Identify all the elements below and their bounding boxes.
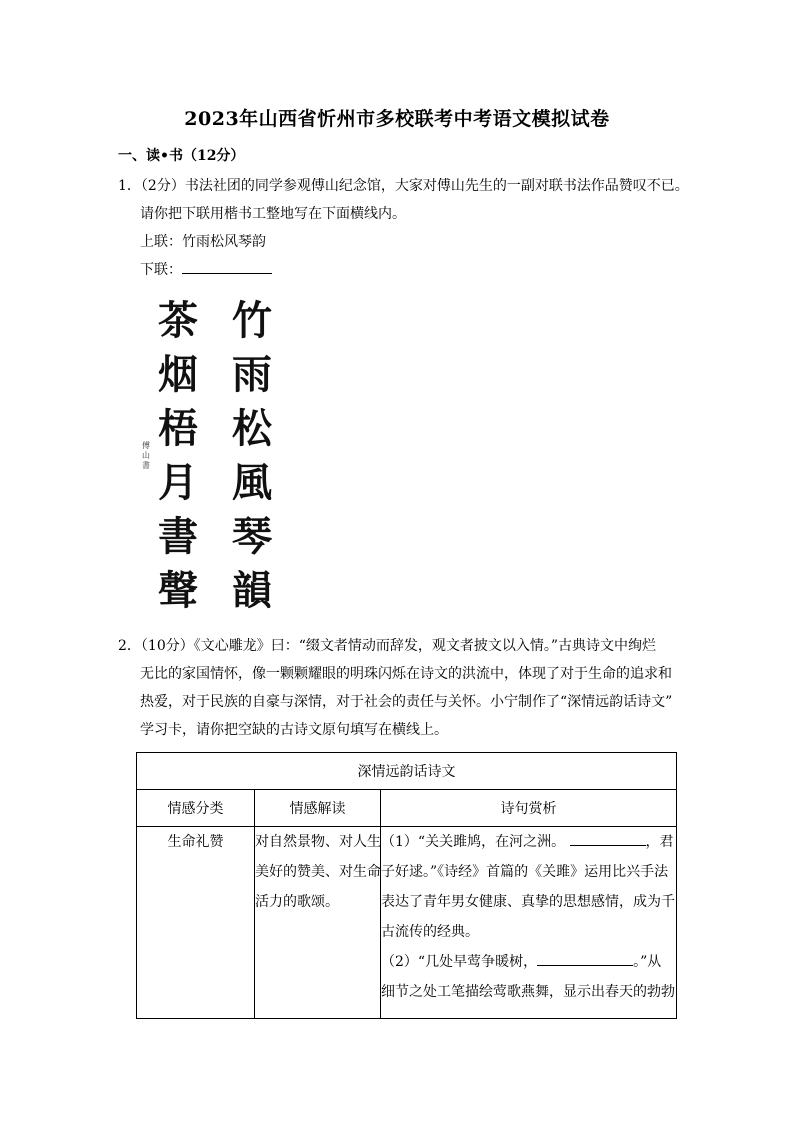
answer-blank-1[interactable] (570, 831, 646, 846)
q1-upper-couplet: 上联：竹雨松风琴韵 (140, 234, 266, 250)
couplet-left-char: 聲 (158, 567, 198, 614)
couplet-right-char: 竹 (232, 297, 272, 344)
appreciation-text: 。”从 (633, 954, 662, 970)
couplet-left-char: 梧 (158, 405, 198, 452)
couplet-right-char: 韻 (232, 567, 272, 614)
q1-lower-label: 下联： (140, 262, 182, 278)
appreciation-line: 表达了青年男女健康、真挚的思想感情，成为千 (381, 894, 675, 910)
couplet-left-char: 烟 (158, 351, 198, 398)
appreciation-line: 子好逑。”《诗经》首篇的《关雎》运用比兴手法 (381, 864, 669, 880)
couplet-left-char: 書 (158, 513, 198, 560)
interpretation-line: 活力的歌颂。 (255, 894, 339, 910)
q2-line-3: 热爱，对于民族的自豪与深情，对于社会的责任与关怀。小宁制作了“深情远韵话诗文” (140, 694, 673, 710)
q1-line-1: 1．（2分）书法社团的同学参观傅山纪念馆，大家对傅山先生的一副对联书法作品赞叹不已。 (118, 178, 689, 194)
study-card-table (136, 752, 677, 1019)
q1-lower-couplet (118, 256, 678, 284)
interpretation-line: 对自然景物、对人生 (255, 834, 381, 850)
signature-char: 山 (142, 451, 150, 460)
appreciation-text: （2）“几处早莺争暖树， (381, 954, 538, 970)
exam-title: 2023年山西省忻州市多校联考中考语文模拟试卷 (184, 108, 610, 130)
table-title: 深情远韵话诗文 (137, 753, 677, 790)
calligraphy-couplet (140, 292, 290, 617)
q2-line-1: 2．（10分）《文心雕龙》曰：“缀文者情动而辞发，观文者披文以入情。”古典诗文中绚烂 (118, 638, 657, 654)
signature-char: 傅 (142, 441, 150, 450)
answer-blank-2[interactable] (537, 951, 633, 966)
row-interpretation (255, 827, 381, 1019)
question-1 (118, 172, 689, 284)
appreciation-line (381, 947, 674, 977)
appreciation-line: 古流传的经典。 (381, 924, 479, 940)
table-row (137, 827, 677, 1019)
appreciation-line (381, 827, 674, 857)
section-heading-reading: 一、读•书（12分） (118, 148, 245, 164)
row-category (137, 827, 255, 1019)
row-appreciation (381, 827, 677, 1019)
couplet-left-char: 月 (158, 459, 198, 506)
signature-char: 書 (142, 461, 150, 470)
appreciation-line: 细节之处工笔描绘莺歌燕舞，显示出春天的勃勃 (381, 984, 675, 1000)
calligraphy-signature (142, 440, 150, 470)
question-2 (118, 632, 678, 744)
category-text: 生命礼赞 (167, 834, 224, 850)
column-header-category: 情感分类 (137, 790, 255, 827)
appreciation-text: ，君 (645, 834, 674, 850)
couplet-right-char: 琴 (232, 513, 272, 560)
q2-line-4: 学习卡，请你把空缺的古诗文原句填写在横线上。 (140, 722, 448, 738)
appreciation-text: （1）“关关雎鸠，在河之洲。 (381, 834, 566, 850)
q1-answer-blank[interactable] (182, 259, 272, 274)
couplet-right-char: 松 (232, 405, 272, 452)
column-header-interpretation: 情感解读 (255, 790, 381, 827)
q1-line-2: 请你把下联用楷书工整地写在下面横线内。 (140, 206, 406, 222)
calligraphy-image (140, 292, 290, 617)
column-header-appreciation: 诗句赏析 (381, 790, 677, 827)
q2-line-2: 无比的家国情怀，像一颗颗耀眼的明珠闪烁在诗文的洪流中，体现了对于生命的追求和 (140, 666, 672, 682)
couplet-right-char: 雨 (232, 351, 272, 398)
interpretation-line: 美好的赞美、对生命 (255, 864, 381, 880)
couplet-right-char: 風 (232, 459, 272, 506)
couplet-left-char: 茶 (158, 297, 198, 344)
